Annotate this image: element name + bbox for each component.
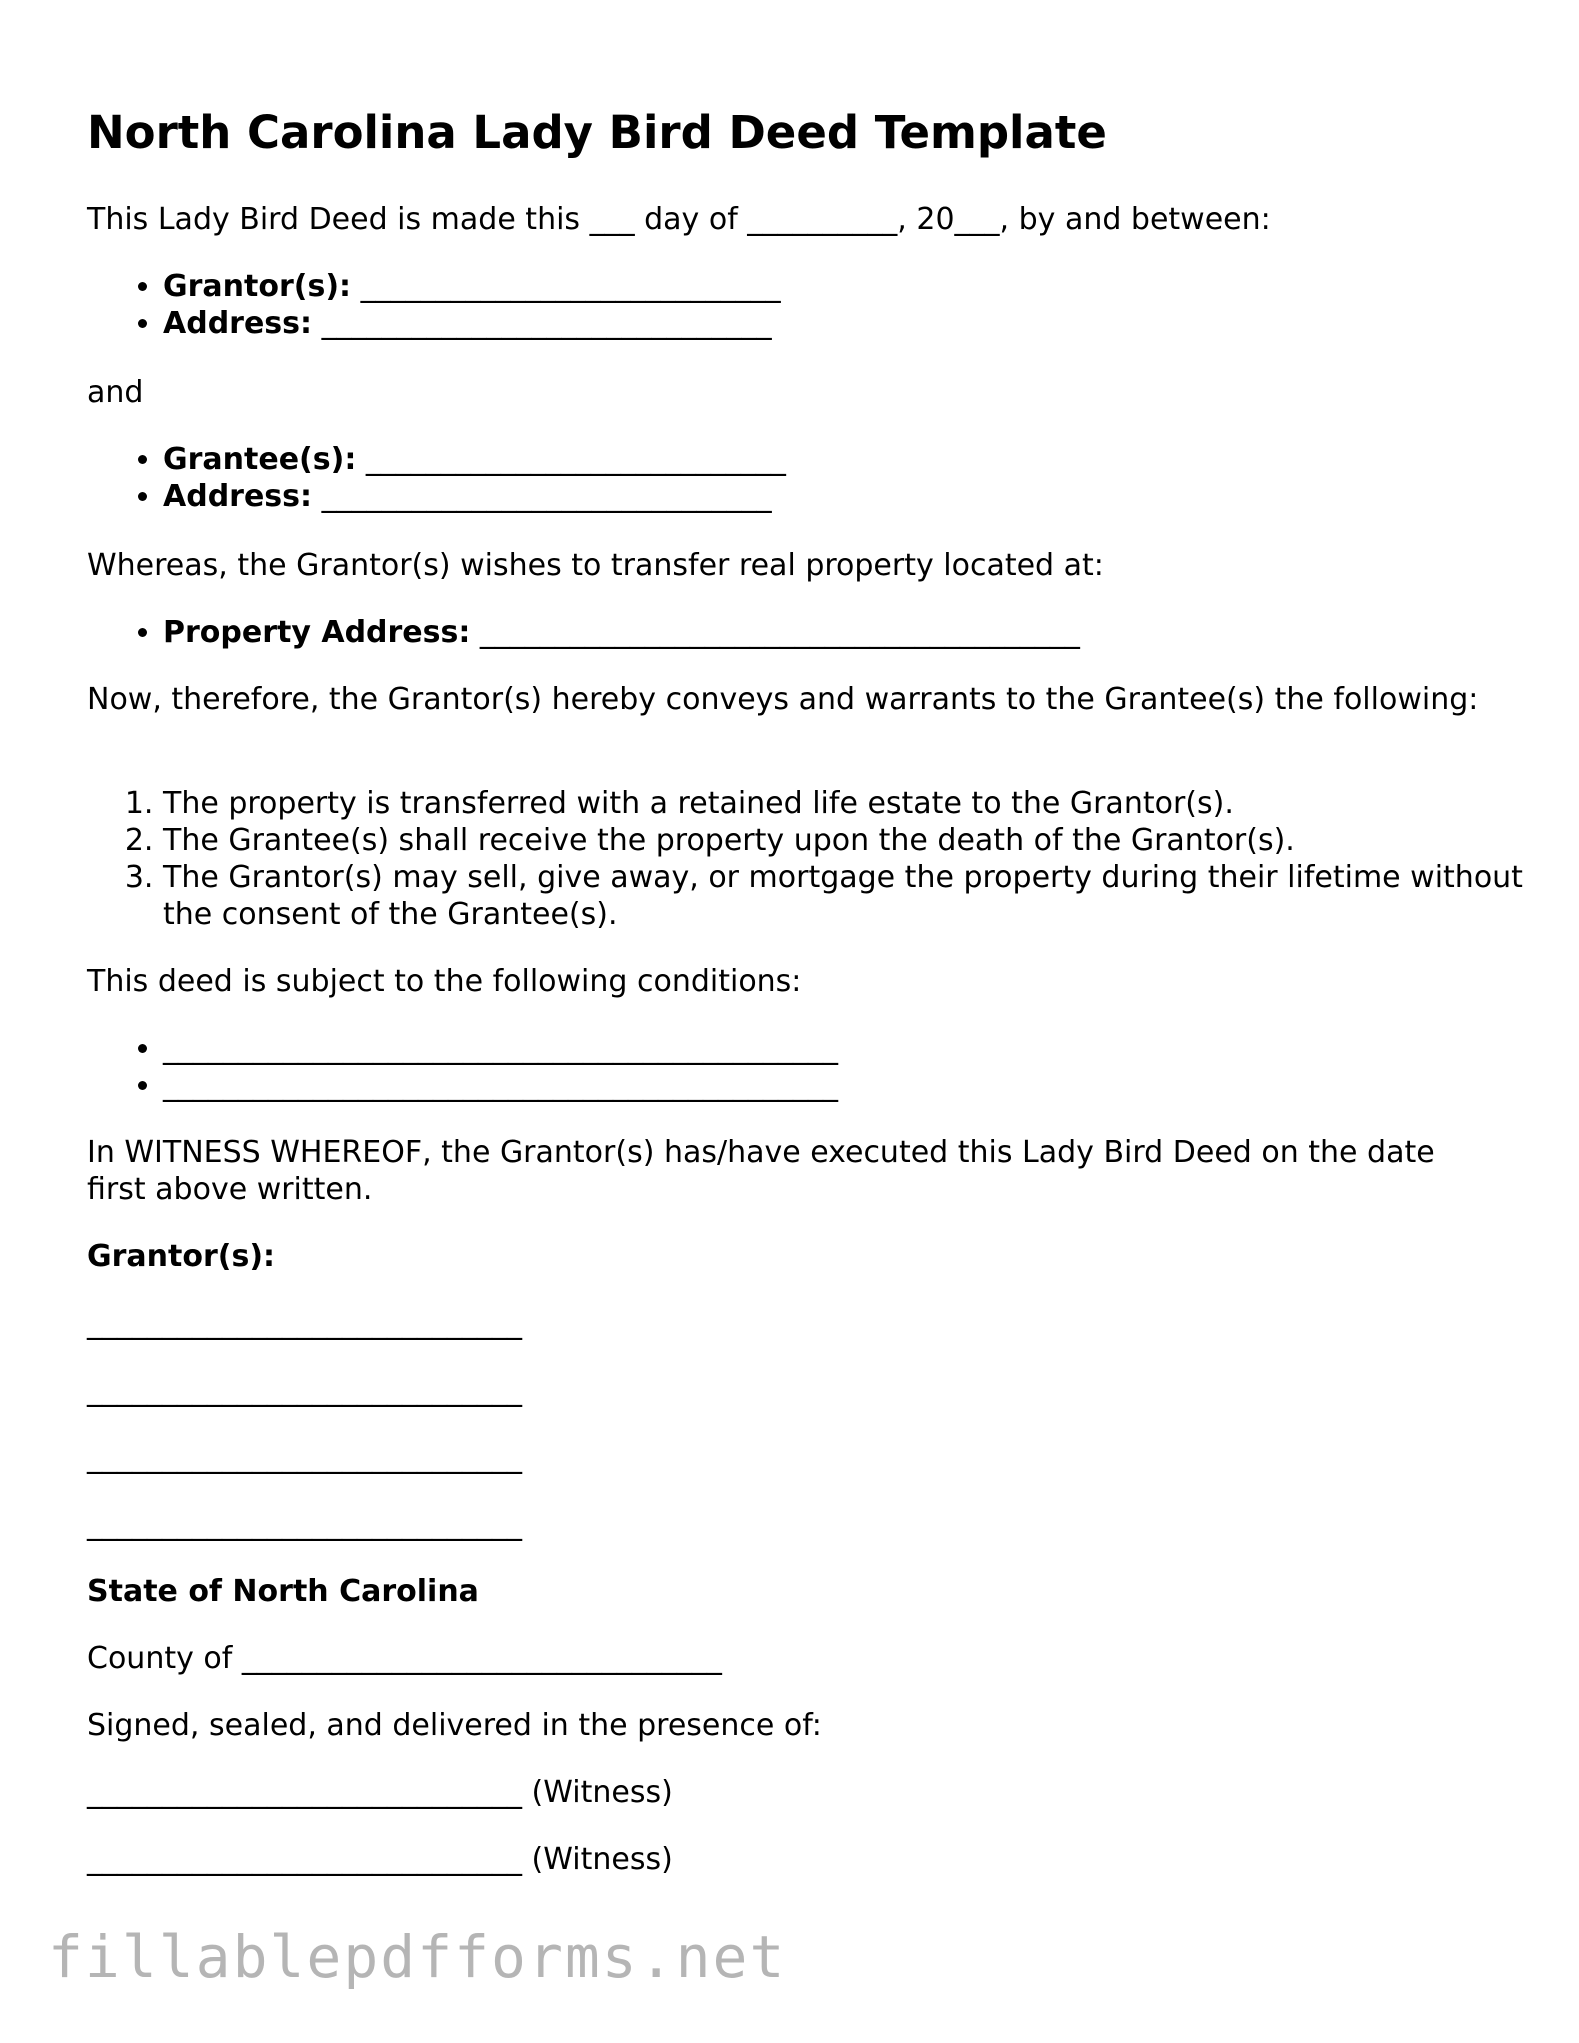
property-list: [87, 614, 1080, 651]
state-heading: [87, 1573, 479, 1610]
witness-signature-line[interactable]: _____________________________ (Witness): [87, 1842, 673, 1877]
now-therefore-paragraph: Now, therefore, the Grantor(s) hereby conveys and warrants to the Grantee(s) the following:: [87, 682, 1479, 717]
property-address-blank[interactable]: ________________________________________: [479, 615, 1080, 650]
term-item: 3. The Grantor(s) may sell, give away, or mortgage the property during their lifetime without the consent of the Grantee(s).: [163, 859, 1523, 933]
grantor-address-blank[interactable]: ______________________________: [321, 306, 772, 341]
grantor-label: Grantor(s):: [163, 269, 352, 304]
grantor-signature-line[interactable]: _____________________________: [87, 1440, 522, 1475]
grantor-signature-heading-text: Grantor(s):: [87, 1239, 276, 1274]
term-item: 1. The property is transferred with a retained life estate to the Grantor(s).: [163, 785, 1523, 822]
grantor-signature-line[interactable]: _____________________________: [87, 1507, 522, 1542]
grantor-signature-line[interactable]: _____________________________: [87, 1306, 522, 1341]
whereas-paragraph: Whereas, the Grantor(s) wishes to transfer real property located at:: [87, 548, 1104, 583]
grantor-blank[interactable]: ____________________________: [360, 269, 781, 304]
signed-sealed-paragraph: Signed, sealed, and delivered in the presence of:: [87, 1708, 822, 1743]
and-text: and: [87, 375, 144, 410]
property-address-label: Property Address:: [163, 615, 471, 650]
county-field[interactable]: County of ________________________________: [87, 1641, 722, 1676]
grantee-address-blank[interactable]: ______________________________: [321, 479, 772, 514]
state-heading-text: State of North Carolina: [87, 1574, 479, 1609]
grantee-label: Grantee(s):: [163, 442, 357, 477]
grantee-blank[interactable]: ____________________________: [365, 442, 786, 477]
witness-whereof-paragraph: In WITNESS WHEREOF, the Grantor(s) has/have executed this Lady Bird Deed on the date first above written.: [87, 1135, 1435, 1207]
grantor-address-field: [163, 305, 781, 342]
grantor-field: [163, 268, 781, 305]
grantee-field: [163, 441, 786, 478]
grantee-address-field: [163, 478, 786, 515]
intro-paragraph: This Lady Bird Deed is made this ___ day of __________, 20___, by and between:: [87, 202, 1271, 237]
terms-list: [87, 785, 1523, 933]
conditions-list: [87, 1030, 838, 1104]
grantee-fields-list: [87, 441, 786, 515]
grantor-signature-line[interactable]: _____________________________: [87, 1373, 522, 1408]
grantor-address-label: Address:: [163, 306, 313, 341]
property-address-field: [163, 614, 1080, 651]
term-item: 2. The Grantee(s) shall receive the property upon the death of the Grantor(s).: [163, 822, 1523, 859]
condition-blank[interactable]: • _____________________________________________: [163, 1030, 838, 1067]
condition-blank[interactable]: • _____________________________________________: [163, 1067, 838, 1104]
grantor-signature-heading: [87, 1238, 275, 1275]
page-title: North Carolina Lady Bird Deed Template: [87, 106, 1107, 159]
grantor-fields-list: [87, 268, 781, 342]
witness-signature-line[interactable]: _____________________________ (Witness): [87, 1775, 673, 1810]
watermark: fillablepdfforms.net: [48, 1923, 787, 1991]
grantee-address-label: Address:: [163, 479, 313, 514]
conditions-intro: This deed is subject to the following conditions:: [87, 964, 802, 999]
